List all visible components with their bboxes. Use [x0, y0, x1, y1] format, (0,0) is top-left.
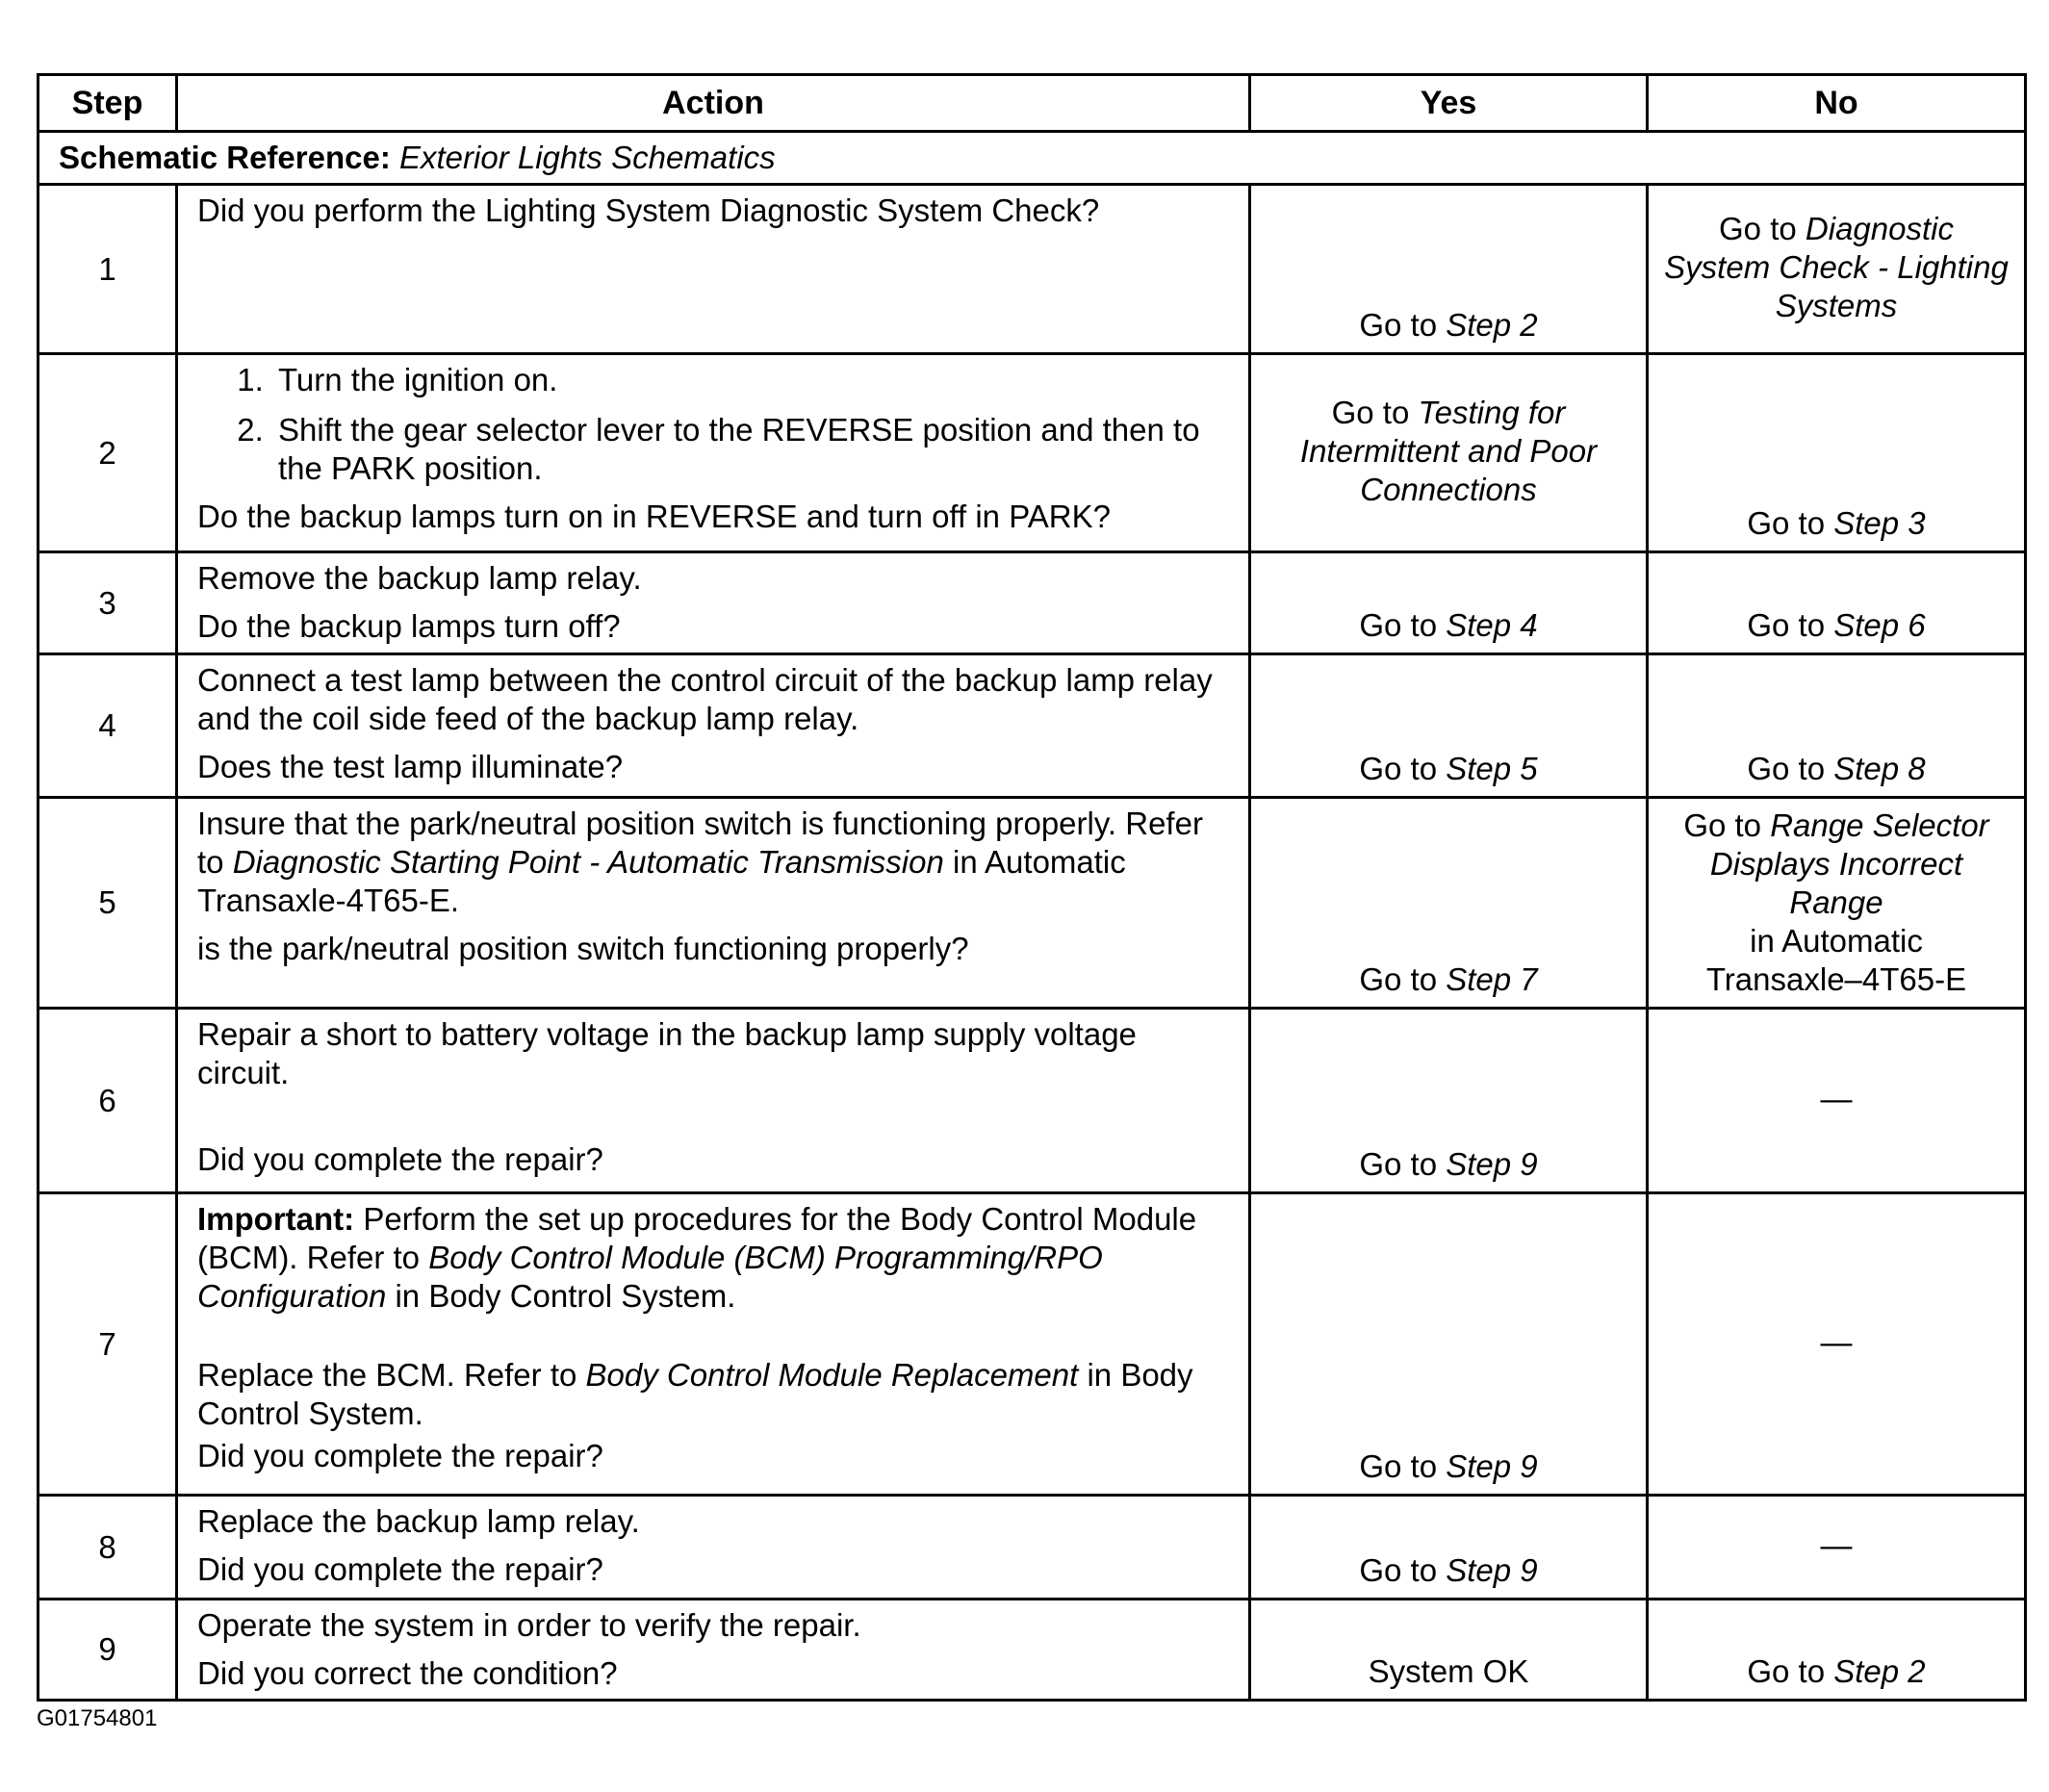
no-link[interactable]: Range Selector Displays Incorrect Range: [1709, 807, 1989, 920]
step-number: 3: [38, 552, 177, 654]
no-cell: Go to Step 8: [1648, 654, 2026, 798]
header-no: No: [1648, 75, 2026, 132]
no-cell: —: [1648, 1496, 2026, 1600]
no-cell: Go to Step 3: [1648, 354, 2026, 552]
action-cell: [177, 1600, 1250, 1701]
table-row: [38, 1009, 2026, 1193]
schematic-label: Schematic Reference:: [59, 140, 391, 175]
yes-cell: Go to Step 2: [1250, 185, 1648, 354]
table-row: [38, 354, 2026, 552]
step-number: 1: [38, 185, 177, 354]
no-link[interactable]: Step 2: [1833, 1653, 1926, 1689]
header-yes: Yes: [1250, 75, 1648, 132]
step-number: 8: [38, 1496, 177, 1600]
action-cell: [177, 354, 1250, 552]
action-cell: [177, 1193, 1250, 1496]
action-link[interactable]: Diagnostic Starting Point - Automatic Transmission: [232, 844, 944, 880]
action-cell: [177, 552, 1250, 654]
action-steps-list: [197, 361, 1233, 488]
action-question: Do the backup lamps turn off?: [197, 608, 621, 644]
action-link[interactable]: Body Control Module (BCM) Programming/RPO Configuration: [197, 1240, 1103, 1314]
header-action: Action: [177, 75, 1250, 132]
no-cell: Go to Step 6: [1648, 552, 2026, 654]
action-text: Connect a test lamp between the control circuit of the backup lamp relay and the coil side feed of the backup lamp relay.: [197, 662, 1213, 736]
no-link[interactable]: Step 6: [1833, 607, 1926, 643]
table-row: [38, 185, 2026, 354]
important-label: Important:: [197, 1201, 355, 1237]
header-row: [38, 75, 2026, 132]
action-question: is the park/neutral position switch functioning properly?: [197, 931, 969, 966]
action-question: Do the backup lamps turn on in REVERSE and turn off in PARK?: [197, 499, 1111, 534]
schematic-row: [38, 132, 2026, 185]
action-cell: [177, 1009, 1250, 1193]
action-text: Important: Perform the set up procedures for the Body Control Module (BCM). Refer to Body Control Module (BCM) Programming/RPO Configuration in Body Control System.: [197, 1201, 1197, 1314]
table-row: [38, 798, 2026, 1009]
yes-cell: Go to Testing for Intermittent and Poor Connections: [1250, 354, 1648, 552]
yes-link[interactable]: Step 4: [1446, 607, 1538, 643]
yes-cell: Go to Step 5: [1250, 654, 1648, 798]
yes-cell: Go to Step 7: [1250, 798, 1648, 1009]
no-cell: Go to Range Selector Displays Incorrect Range in Automatic Transaxle–4T65-E: [1648, 798, 2026, 1009]
yes-link[interactable]: Step 7: [1446, 961, 1538, 997]
step-number: 7: [38, 1193, 177, 1496]
no-link[interactable]: Step 8: [1833, 751, 1926, 786]
action-question: Did you complete the repair?: [197, 1438, 603, 1473]
action-text: Repair a short to battery voltage in the backup lamp supply voltage circuit.: [197, 1016, 1137, 1090]
no-link[interactable]: Step 3: [1833, 505, 1926, 541]
step-number: 2: [38, 354, 177, 552]
action-question: Did you complete the repair?: [197, 1551, 603, 1587]
action-question: Did you perform the Lighting System Diagnostic System Check?: [197, 192, 1100, 228]
yes-cell: Go to Step 9: [1250, 1496, 1648, 1600]
action-cell: [177, 1496, 1250, 1600]
action-text: Insure that the park/neutral position switch is functioning properly. Refer to Diagnostic Starting Point - Automatic Transmission in Automatic Transaxle-4T65-E.: [197, 806, 1203, 918]
yes-link[interactable]: Step 9: [1446, 1552, 1538, 1588]
yes-link[interactable]: Step 5: [1446, 751, 1538, 786]
action-cell: [177, 798, 1250, 1009]
table-row: [38, 552, 2026, 654]
list-item: 1. Turn the ignition on.: [272, 361, 1233, 399]
step-number: 9: [38, 1600, 177, 1701]
yes-cell: Go to Step 9: [1250, 1193, 1648, 1496]
action-question: Did you complete the repair?: [197, 1141, 603, 1177]
schematic-link[interactable]: Exterior Lights Schematics: [399, 140, 776, 175]
yes-link[interactable]: Step 9: [1446, 1146, 1538, 1182]
action-text: Replace the backup lamp relay.: [197, 1503, 640, 1539]
yes-link[interactable]: Step 9: [1446, 1448, 1538, 1484]
list-item: 2. Shift the gear selector lever to the REVERSE position and then to the PARK position.: [272, 411, 1233, 488]
no-link[interactable]: Diagnostic System Check - Lighting Systems: [1664, 210, 2009, 323]
yes-link[interactable]: Testing for Intermittent and Poor Connections: [1299, 394, 1598, 507]
action-question: Does the test lamp illuminate?: [197, 749, 624, 784]
schematic-reference: [38, 132, 2026, 185]
action-text: Remove the backup lamp relay.: [197, 560, 642, 596]
step-number: 5: [38, 798, 177, 1009]
action-question: Did you correct the condition?: [197, 1655, 618, 1691]
yes-cell: Go to Step 4: [1250, 552, 1648, 654]
yes-link[interactable]: Step 2: [1446, 307, 1538, 343]
action-text: Replace the BCM. Refer to Body Control Module Replacement in Body Control System.: [197, 1357, 1193, 1431]
no-cell: Go to Step 2: [1648, 1600, 2026, 1701]
action-text: Operate the system in order to verify the repair.: [197, 1607, 861, 1643]
no-cell: —: [1648, 1193, 2026, 1496]
table-row: [38, 1193, 2026, 1496]
header-step: Step: [38, 75, 177, 132]
action-link[interactable]: Body Control Module Replacement: [585, 1357, 1079, 1393]
table-row: [38, 654, 2026, 798]
yes-cell: System OK: [1250, 1600, 1648, 1701]
step-number: 4: [38, 654, 177, 798]
step-number: 6: [38, 1009, 177, 1193]
figure-id: G01754801: [37, 1705, 158, 1731]
table-row: [38, 1496, 2026, 1600]
table-row: [38, 1600, 2026, 1701]
no-cell: —: [1648, 1009, 2026, 1193]
action-cell: [177, 654, 1250, 798]
action-cell: [177, 185, 1250, 354]
yes-cell: Go to Step 9: [1250, 1009, 1648, 1193]
diagnostic-table: [37, 73, 2027, 1702]
no-cell: Go to Diagnostic System Check - Lighting Systems: [1648, 185, 2026, 354]
